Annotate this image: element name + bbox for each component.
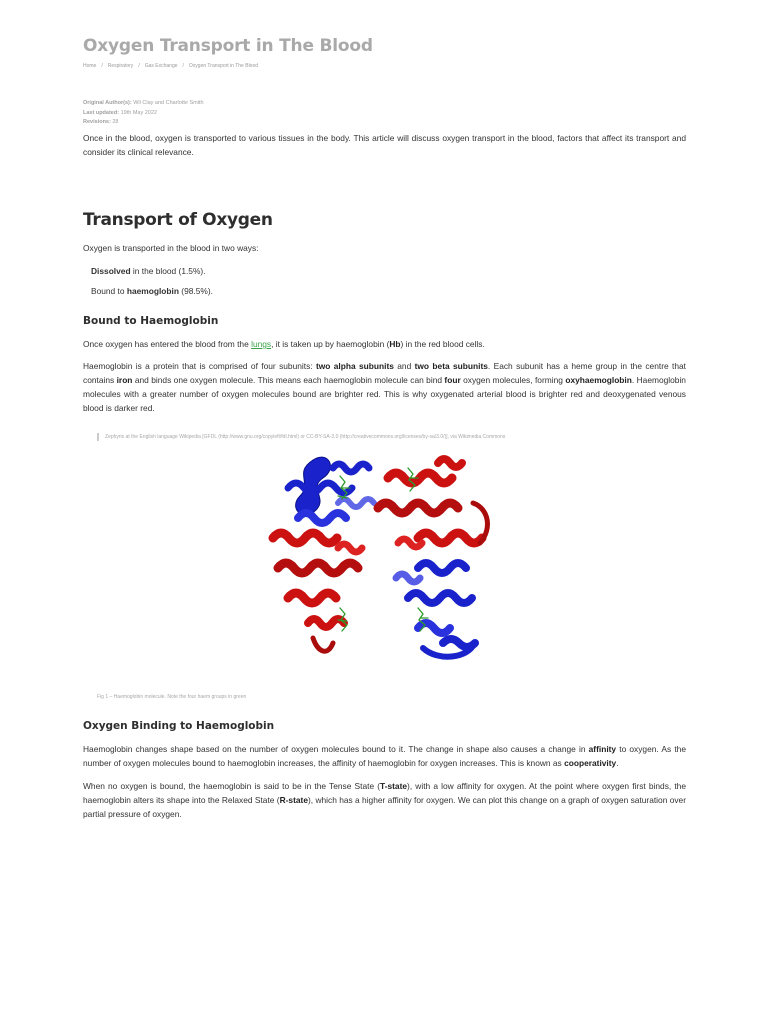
beta-subunit-top-left xyxy=(288,457,374,523)
list-item-bound: Bound to haemoglobin (98.5%). xyxy=(91,286,213,296)
section-heading-binding: Oxygen Binding to Haemoglobin xyxy=(83,720,275,732)
revisions-value: 28 xyxy=(112,119,119,125)
breadcrumb-respiratory[interactable]: Respiratory xyxy=(107,63,134,69)
transport-lead: Oxygen is transported in the blood in two ways: xyxy=(83,243,259,253)
breadcrumb: Home / Respiratory / Gas Exchange / Oxygen Transport in The Blood xyxy=(83,63,259,69)
binding-paragraph-1: Haemoglobin changes shape based on the number of oxygen molecules bound to it. The change in shape also causes a change in affinity to oxygen. As the number of oxygen molecules bound to haemoglobin increases, the affinity of haemoglobin for oxygen increases. This is known as cooperativity. xyxy=(83,744,687,768)
page-title: Oxygen Transport in The Blood xyxy=(83,36,373,56)
author-value: Wil Clay and Charlotte Smith xyxy=(133,100,204,106)
lungs-link[interactable]: lungs xyxy=(251,339,272,349)
list-item-dissolved: Dissolved in the blood (1.5%). xyxy=(91,266,206,276)
updated-value: 19th May 2022 xyxy=(120,109,157,116)
haemoglobin-image xyxy=(268,448,500,662)
bound-paragraph-1: Once oxygen has entered the blood from the lungs, it is taken up by haemoglobin (Hb) in the red blood cells. xyxy=(83,339,485,349)
alpha-subunit-left xyxy=(273,533,362,651)
breadcrumb-current: Oxygen Transport in The Blood xyxy=(188,63,259,69)
beta-subunit-bottom-right xyxy=(396,563,475,657)
image-credit: Zephyris at the English language Wikipedia [GFDL (http://www.gnu.org/copyleft/fdl.html) or CC-BY-SA-3.0 (http://creativecommons.org/licenses/by-sa/3.0/)], via Wikimedia Commons xyxy=(97,434,505,440)
section-heading-transport: Transport of Oxygen xyxy=(83,210,273,230)
revisions-label: Revisions: xyxy=(83,119,111,125)
alpha-subunit-top-right xyxy=(378,459,487,547)
transport-list xyxy=(91,264,213,298)
section-heading-bound: Bound to Haemoglobin xyxy=(83,315,219,327)
breadcrumb-home[interactable]: Home xyxy=(83,63,97,69)
author-label: Original Author(s): xyxy=(83,100,132,106)
binding-paragraph-2: When no oxygen is bound, the haemoglobin is said to be in the Tense State (T-state), with a low affinity for oxygen. At the point where oxygen first binds, the haemoglobin alters its shape into the Relaxed State (R-state), which has a higher affinity for oxygen. We can plot this change on a graph of oxygen saturation over partial pressure of oxygen. xyxy=(83,781,687,819)
updated-label: Last updated: xyxy=(83,109,120,116)
article-meta xyxy=(83,99,204,128)
breadcrumb-gas-exchange[interactable]: Gas Exchange xyxy=(144,63,178,69)
intro-paragraph: Once in the blood, oxygen is transported to various tissues in the body. This article will discuss oxygen transport in the blood, factors that affect its transport and consider its clinical relevance. xyxy=(83,133,686,157)
figure-caption: Fig 1 – Haemoglobin molecule. Note the four haem groups in green xyxy=(97,694,247,700)
bound-paragraph-2: Haemoglobin is a protein that is comprised of four subunits: two alpha subunits and two beta subunits. Each subunit has a heme group in the centre that contains iron and binds one oxygen molecule. This means each haemoglobin molecule can bind four oxygen molecules, forming oxyhaemoglobin. Haemoglobin molecules with a greater number of oxygen molecules bound are brighter red. This is why oxygenated arterial blood is brighter red and deoxygenated venous blood is darker red. xyxy=(83,361,686,413)
